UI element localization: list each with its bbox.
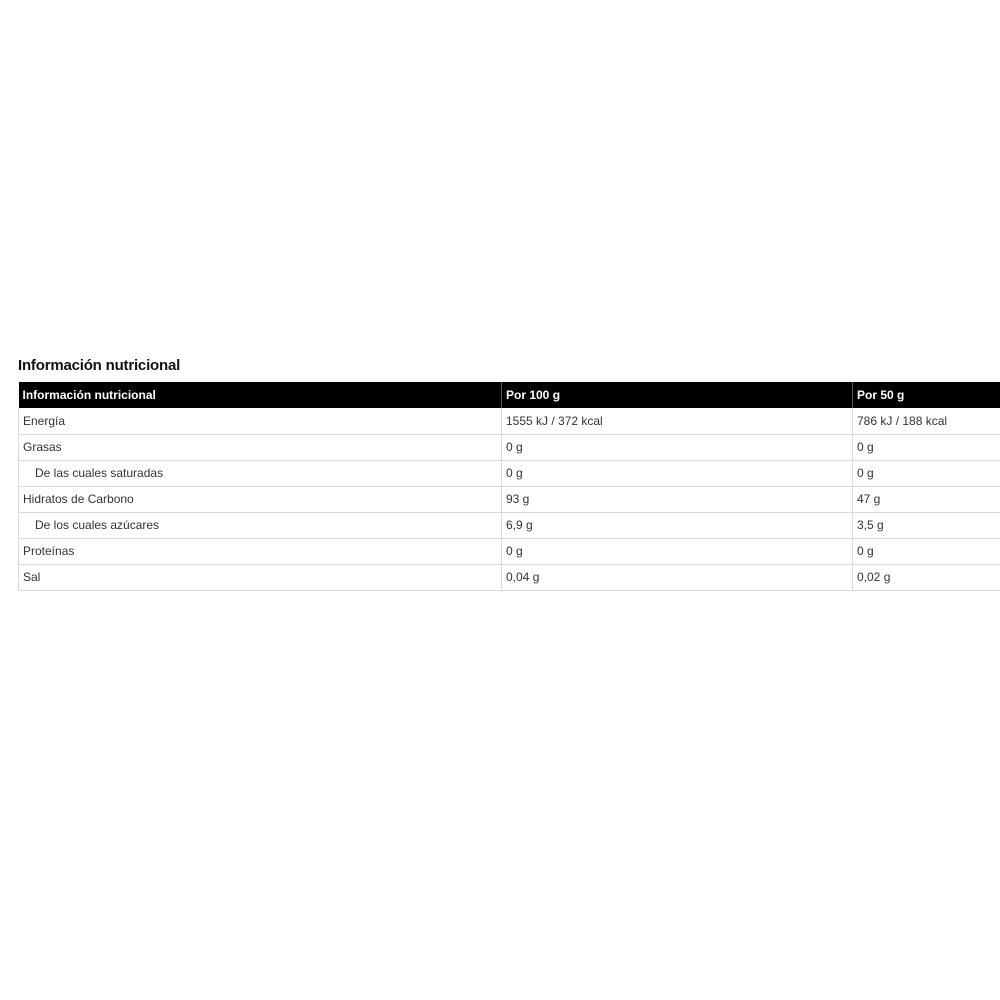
- table-row: [19, 512, 1000, 538]
- header-nutrient: Información nutricional: [19, 382, 502, 408]
- value-per-100g: 0 g: [502, 538, 853, 564]
- header-per-100g: Por 100 g: [502, 382, 853, 408]
- table-row: [19, 486, 1000, 512]
- nutrient-label: Hidratos de Carbono: [19, 486, 502, 512]
- value-per-100g: 93 g: [502, 486, 853, 512]
- table-header-row: [19, 382, 1000, 408]
- value-per-50g: 786 kJ / 188 kcal: [853, 408, 1000, 434]
- nutrient-label: De los cuales azúcares: [19, 512, 502, 538]
- table-row: [19, 460, 1000, 486]
- value-per-100g: 0 g: [502, 460, 853, 486]
- nutrient-label: Grasas: [19, 434, 502, 460]
- value-per-50g: 3,5 g: [853, 512, 1000, 538]
- nutrition-table: [18, 382, 1000, 591]
- table-row: [19, 408, 1000, 434]
- value-per-100g: 0 g: [502, 434, 853, 460]
- value-per-100g: 1555 kJ / 372 kcal: [502, 408, 853, 434]
- value-per-50g: 0 g: [853, 538, 1000, 564]
- value-per-50g: 0 g: [853, 460, 1000, 486]
- value-per-50g: 0,02 g: [853, 564, 1000, 590]
- value-per-100g: 0,04 g: [502, 564, 853, 590]
- value-per-100g: 6,9 g: [502, 512, 853, 538]
- header-per-50g: Por 50 g: [853, 382, 1000, 408]
- nutrient-label: Energía: [19, 408, 502, 434]
- value-per-50g: 47 g: [853, 486, 1000, 512]
- nutrient-label: De las cuales saturadas: [19, 460, 502, 486]
- nutrient-label: Sal: [19, 564, 502, 590]
- table-row: [19, 538, 1000, 564]
- nutrient-label: Proteínas: [19, 538, 502, 564]
- value-per-50g: 0 g: [853, 434, 1000, 460]
- section-title: Información nutricional: [18, 357, 181, 374]
- table-row: [19, 434, 1000, 460]
- table-row: [19, 564, 1000, 590]
